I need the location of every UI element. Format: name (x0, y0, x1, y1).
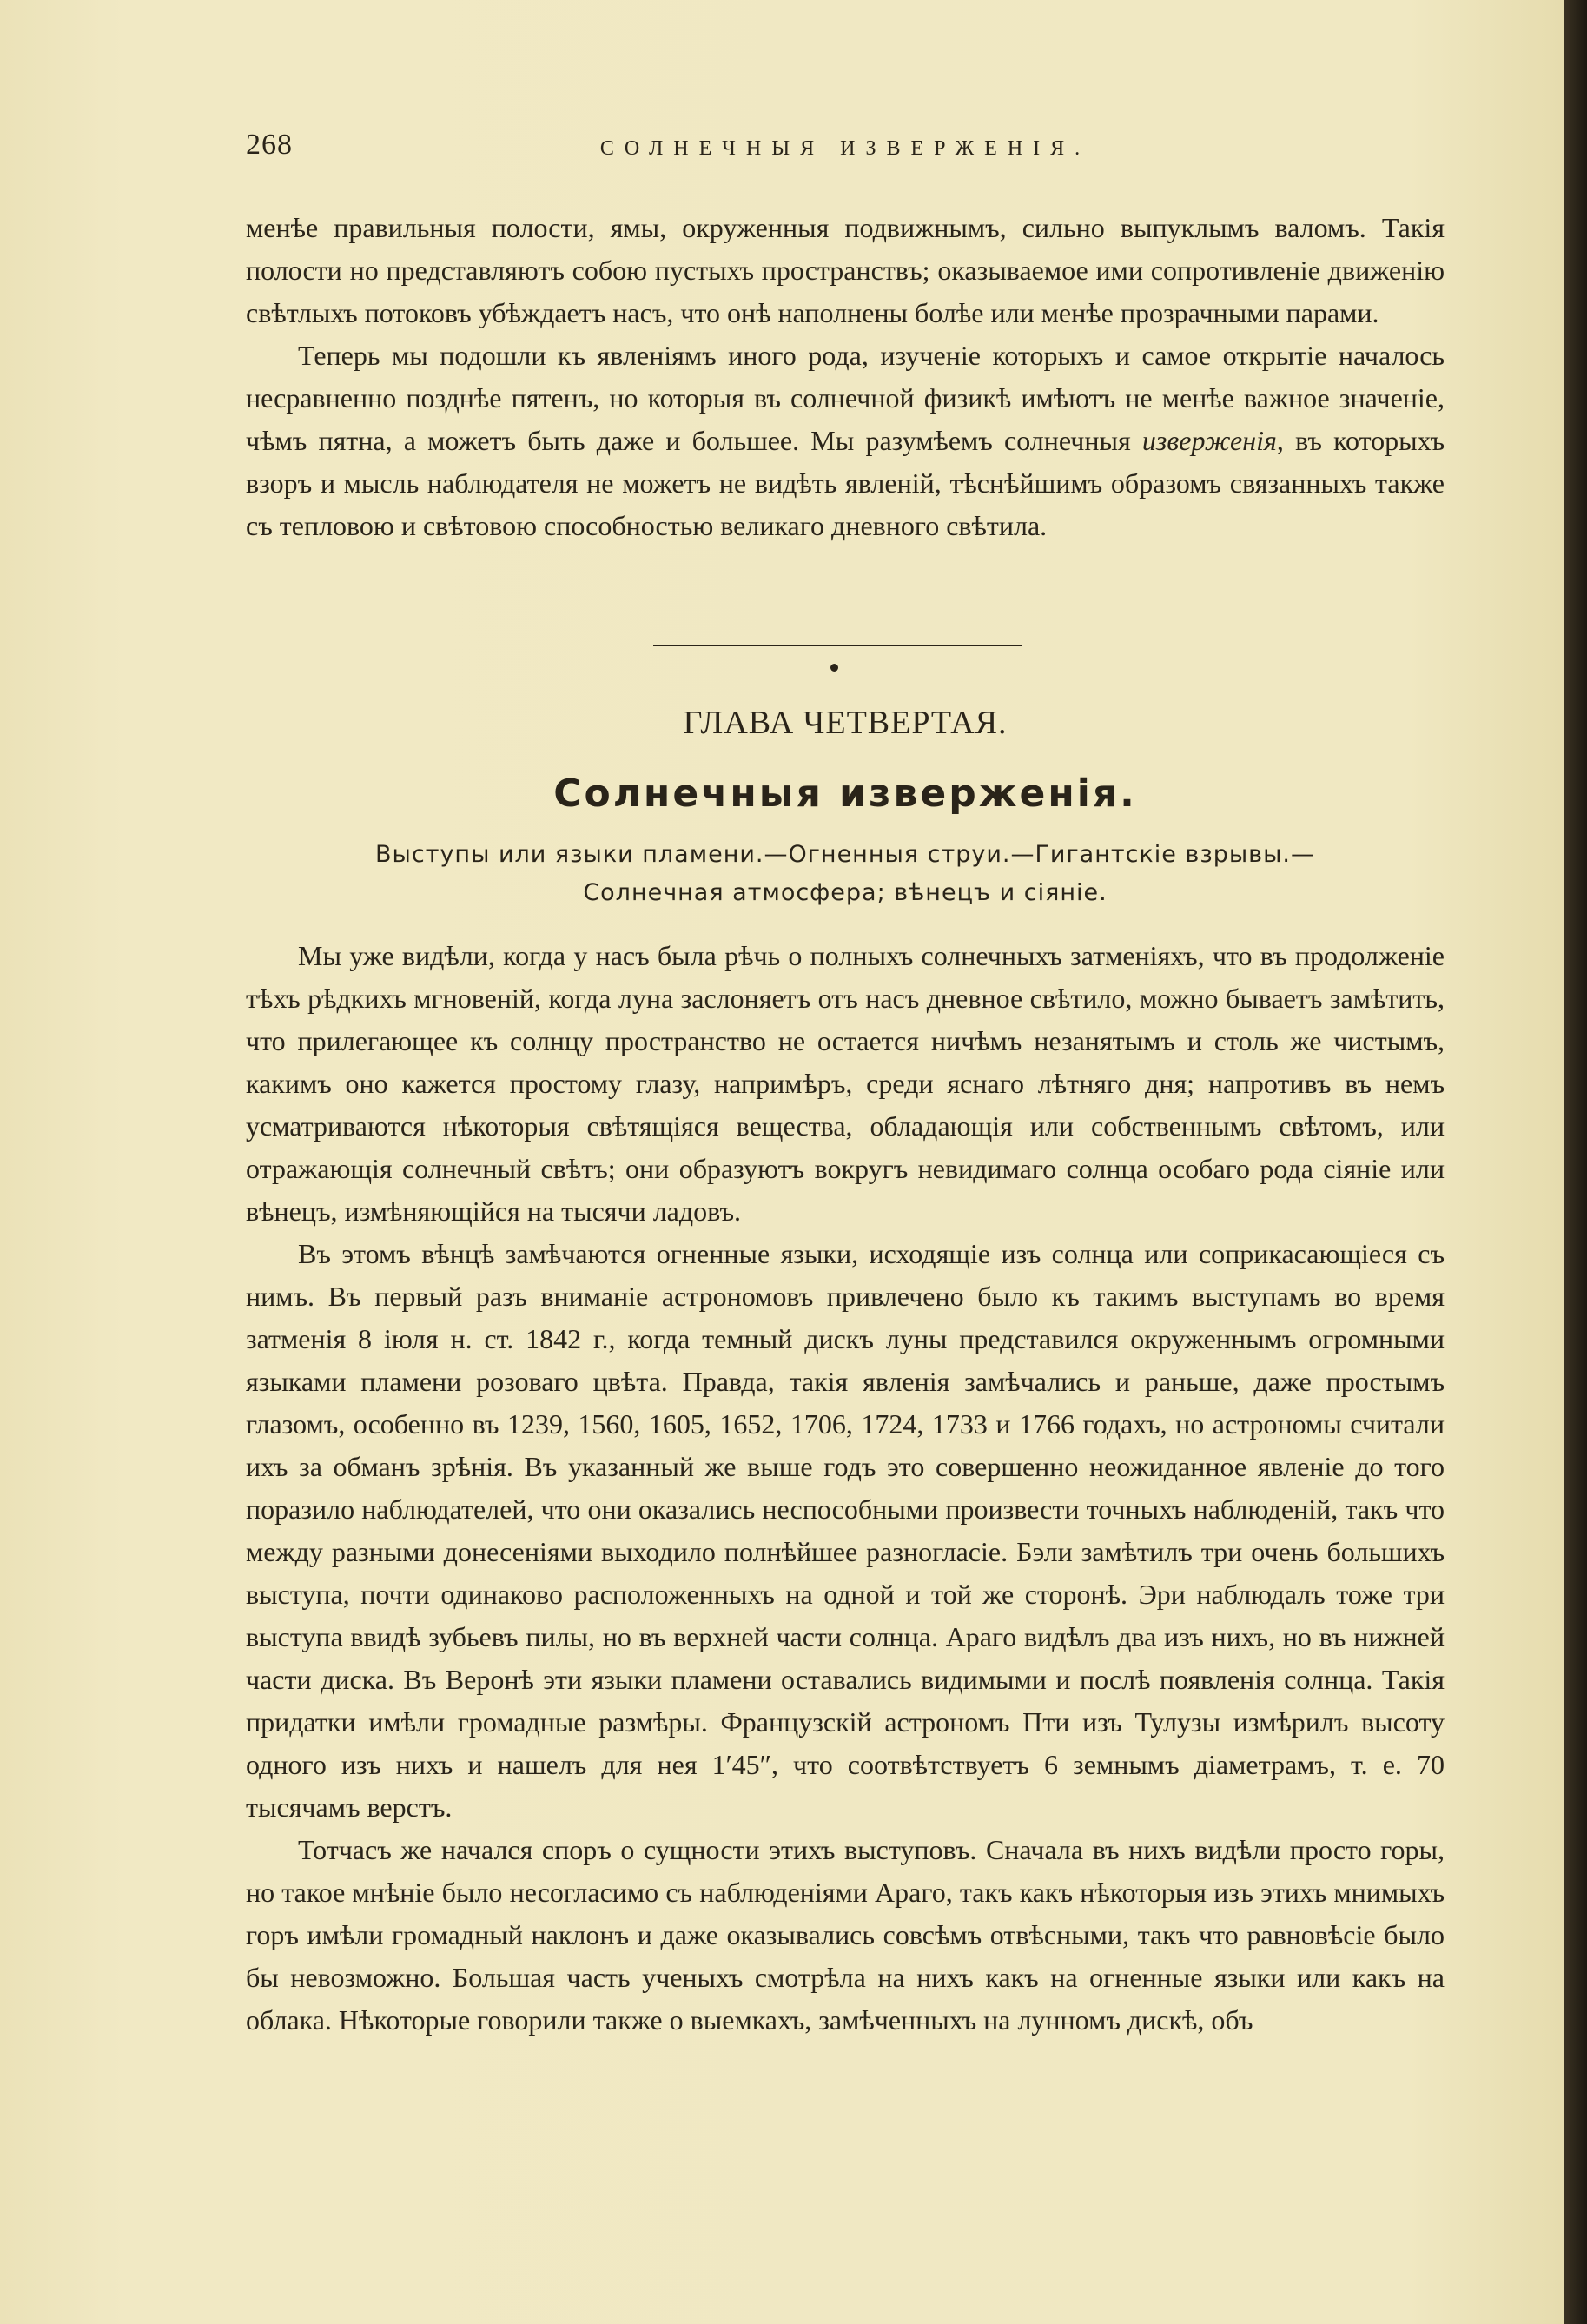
paragraph: менѣе правильныя полости, ямы, окруженныя подвижнымъ, сильно выпуклымъ валомъ. Такія полости но представляютъ собою пустыхъ пространствъ; оказываемое ими сопротивленіе движенію свѣтлыхъ потоковъ убѣждаетъ насъ, что онѣ наполнены болѣе или менѣе прозрачными парами. (246, 212, 1445, 328)
running-head: СОЛНЕЧНЫЯ ИЗВЕРЖЕНІЯ. (599, 137, 1091, 160)
chapter-summary (261, 836, 1430, 912)
chapter-title: Солнечныя изверженія. (553, 771, 1137, 816)
section-divider (653, 645, 1022, 646)
chapter-number: ГЛАВА ЧЕТВЕРТАЯ. (683, 705, 1008, 741)
continued-text (246, 207, 1445, 547)
scan-edge (1564, 0, 1587, 2324)
chapter-body (246, 935, 1445, 2042)
page-header (246, 129, 1445, 172)
emphasized-term: изверженія (1141, 425, 1277, 456)
paragraph (246, 334, 1445, 547)
page-number: 268 (246, 129, 293, 161)
divider-dot (830, 664, 838, 672)
paragraph-text: Теперь мы подошли къ явленіямъ иного рода, изученіе которыхъ и самое открытіе началось несравненно позднѣе пятенъ, но которыя въ солнечной физикѣ имѣютъ не менѣе важное значеніе, чѣмъ пятна, а можетъ быть даже и большее. Мы разумѣемъ солнечныя (246, 340, 1445, 456)
summary-line: Выступы или языки пламени.—Огненныя струи.—Гигантскіе взрывы.— (375, 841, 1315, 868)
paragraph: Въ этомъ вѣнцѣ замѣчаются огненные языки, исходящіе изъ солнца или соприкасающіеся съ нимъ. Въ первый разъ вниманіе астрономовъ привлечено было къ такимъ выступамъ во время затменія 8 іюля н. ст. 1842 г., когда темный дискъ луны представился окруженнымъ огромными языками пламени розоваго цвѣта. Правда, такія явленія замѣчались и раньше, даже простымъ глазомъ, особенно въ 1239, 1560, 1605, 1652, 1706, 1724, 1733 и 1766 годахъ, но астрономы считали ихъ за обманъ зрѣнія. Въ указанный же выше годъ это совершенно неожиданное явленіе до того поразило наблюдателей, что они оказались неспособными произвести точныхъ наблюденій, такъ что между разными донесеніями выходило полнѣйшее разногласіе. Бэли замѣтилъ три очень большихъ выступа, почти одинаково расположенныхъ на одной и той же сторонѣ. Эри наблюдалъ тоже три выступа ввидѣ зубьевъ пилы, но въ верхней части солнца. Араго видѣлъ два изъ нихъ, но въ нижней части диска. Въ Веронѣ эти языки пламени оставались видимыми и послѣ появленія солнца. Такія придатки имѣли громадные размѣры. Французскій астрономъ Пти изъ Тулузы измѣрилъ высоту одного изъ нихъ и нашелъ для нея 1′45″, что соотвѣтствуетъ 6 земнымъ діаметрамъ, т. е. 70 тысячамъ верстъ. (246, 1238, 1445, 1823)
paragraph: Мы уже видѣли, когда у насъ была рѣчь о полныхъ солнечныхъ затменіяхъ, что въ продолженіе тѣхъ рѣдкихъ мгновеній, когда луна заслоняетъ отъ насъ дневное свѣтило, можно бываетъ замѣтить, что прилегающее къ солнцу пространство не остается ничѣмъ незанятымъ и столь же чистымъ, какимъ оно кажется простому глазу, напримѣръ, среди яснаго лѣтняго дня; напротивъ въ немъ усматриваются нѣкоторыя свѣтящіяся вещества, обладающія или собственнымъ свѣтомъ, или отражающія солнечный свѣтъ; они образуютъ вокругъ невидимаго солнца особаго рода сіяніе или вѣнецъ, измѣняющійся на тысячи ладовъ. (246, 940, 1445, 1227)
paragraph-text: , въ которыхъ взоръ и мысль наблюдателя не можетъ не видѣть явленій, тѣснѣйшимъ образомъ связанныхъ также съ тепловою и свѣтовою способностью великаго дневного свѣтила. (246, 425, 1445, 541)
summary-line: Солнечная атмосфера; вѣнецъ и сіяніе. (583, 879, 1108, 906)
paragraph: Тотчасъ же начался споръ о сущности этихъ выступовъ. Сначала въ нихъ видѣли просто горы, но такое мнѣніе было несогласимо съ наблюденіями Араго, такъ какъ нѣкоторыя изъ этихъ мнимыхъ горъ имѣли громадный наклонъ и даже оказывались совсѣмъ отвѣсными, такъ что равновѣсіе было бы невозможно. Большая часть ученыхъ смотрѣла на нихъ какъ на огненные языки или какъ на облака. Нѣкоторые говорили также о выемкахъ, замѣченныхъ на лунномъ дискѣ, объ (246, 1834, 1445, 2036)
